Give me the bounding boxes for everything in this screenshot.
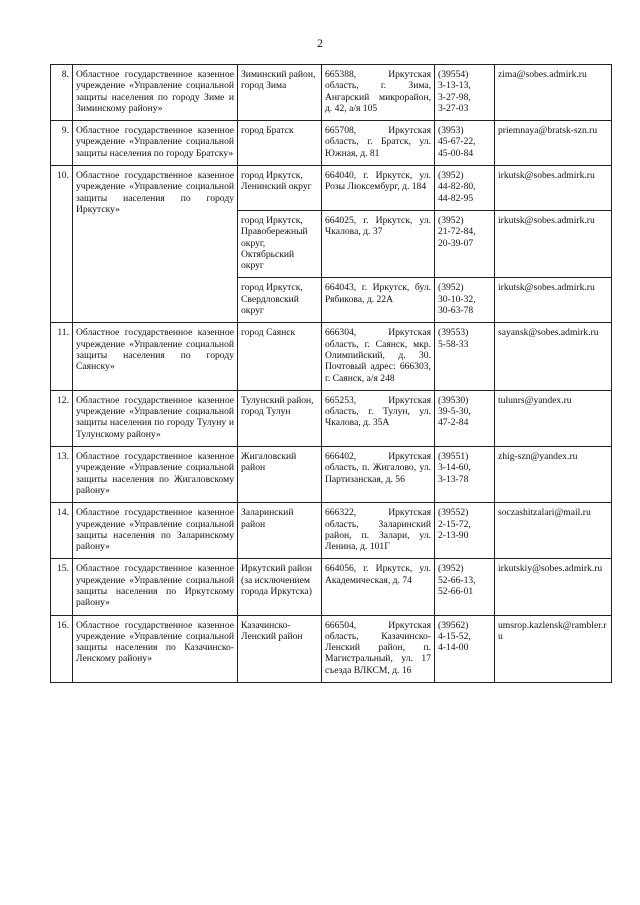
institution-name: Областное государственное казенное учреждение «Управление социальной защиты населения по Жигаловскому району» bbox=[73, 447, 238, 503]
phone-line: 30-10-32, bbox=[438, 293, 476, 305]
email-address: priemnaya@bratsk-szn.ru bbox=[495, 121, 612, 166]
phone-line: (39554) bbox=[438, 69, 469, 80]
row-number: 12. bbox=[51, 390, 73, 446]
table-row bbox=[51, 447, 612, 503]
service-territory: Тулунский район, город Тулун bbox=[238, 390, 322, 446]
table-row bbox=[51, 615, 612, 682]
phone-line: 21-72-84, bbox=[438, 226, 476, 238]
phone-line: (39553) bbox=[438, 327, 469, 339]
service-territory: город Саянск bbox=[238, 323, 322, 390]
table-row bbox=[51, 390, 612, 446]
phone-line: 45-67-22, bbox=[438, 136, 476, 148]
phone-line: (3953) bbox=[438, 125, 464, 137]
phone-line: 3-13-78 bbox=[438, 473, 469, 485]
phone-numbers bbox=[435, 323, 495, 390]
email-address: soczashitzalari@mail.ru bbox=[495, 503, 612, 559]
postal-address: 665708, Иркутская область, г. Братск, ул. Южная, д. 81 bbox=[322, 121, 435, 166]
phone-numbers bbox=[435, 121, 495, 166]
phone-line: 4-14-00 bbox=[438, 642, 469, 654]
row-number: 13. bbox=[51, 447, 73, 503]
postal-address: 664025, г. Иркутск, ул. Чкалова, д. 37 bbox=[322, 210, 435, 277]
phone-numbers bbox=[435, 615, 495, 682]
phone-line: (3952) bbox=[438, 214, 464, 226]
service-territory: город Иркутск, Правобережный округ, Октябрьский округ bbox=[238, 210, 322, 277]
phone-line: 2-15-72, bbox=[438, 518, 471, 530]
postal-address: 666504, Иркутская область, Казачинско-Ленский район, п. Магистральный, ул. 17 съезда ВЛКСМ, д. 16 bbox=[322, 615, 435, 682]
row-number: 14. bbox=[51, 503, 73, 559]
row-number: 15. bbox=[51, 559, 73, 615]
postal-address: 664043, г. Иркутск, бул. Рябикова, д. 22А bbox=[322, 278, 435, 323]
postal-address: 665388, Иркутская область, г. Зима, Ангарский микрорайон, д. 42, а/я 105 bbox=[322, 65, 435, 121]
institution-name: Областное государственное казенное учреждение «Управление социальной защиты населения по городу Зиме и Зиминскому району» bbox=[73, 65, 238, 121]
service-territory: Казачинско-Ленский район bbox=[238, 615, 322, 682]
email-address: zhig-szn@yandex.ru bbox=[495, 447, 612, 503]
phone-numbers bbox=[435, 559, 495, 615]
table-row bbox=[51, 503, 612, 559]
email-address: umsrop.kazlensk@rambler.ru bbox=[495, 615, 612, 682]
table-row bbox=[51, 121, 612, 166]
service-territory: Зиминский район, город Зима bbox=[238, 65, 322, 121]
phone-line: 44-82-80, bbox=[438, 181, 476, 193]
institution-name: Областное государственное казенное учреждение «Управление социальной защиты населения по городу Тулуну и Тулунскому району» bbox=[73, 390, 238, 446]
row-number: 9. bbox=[51, 121, 73, 166]
service-territory: Иркутский район (за исключением города Иркутска) bbox=[238, 559, 322, 615]
email-address: irkutsk@sobes.admirk.ru bbox=[495, 166, 612, 211]
phone-line: 47-2-84 bbox=[438, 417, 469, 429]
table-row bbox=[51, 323, 612, 390]
institution-name: Областное государственное казенное учреждение «Управление социальной защиты населения по городу Саянску» bbox=[73, 323, 238, 390]
phone-line: 30-63-78 bbox=[438, 305, 474, 317]
institution-name: Областное государственное казенное учреждение «Управление социальной защиты населения по Казачинско-Ленскому району» bbox=[73, 615, 238, 682]
phone-line: 3-27-98, bbox=[438, 91, 471, 103]
phone-line: 3-27-03 bbox=[438, 102, 469, 114]
phone-numbers bbox=[435, 390, 495, 446]
service-territory: Заларинский район bbox=[238, 503, 322, 559]
phone-line: 2-13-90 bbox=[438, 529, 469, 541]
institution-name: Областное государственное казенное учреждение «Управление социальной защиты населения по Иркутскому району» bbox=[73, 559, 238, 615]
page-number: 2 bbox=[317, 36, 323, 50]
postal-address: 666304, Иркутская область, г. Саянск, мкр. Олимпийский, д. 30. Почтовый адрес: 666303, г. Саянск, а/я 248 bbox=[322, 323, 435, 390]
email-address: irkutsk@sobes.admirk.ru bbox=[495, 210, 612, 277]
phone-line: (3952) bbox=[438, 282, 464, 294]
row-number: 11. bbox=[51, 323, 73, 390]
institution-name: Областное государственное казенное учреждение «Управление социальной защиты населения по городу Иркутску» bbox=[73, 166, 238, 323]
postal-address: 666402, Иркутская область, п. Жигалово, ул. Партизанская, д. 56 bbox=[322, 447, 435, 503]
phone-line: 4-15-52, bbox=[438, 630, 471, 642]
phone-line: 5-58-33 bbox=[438, 338, 469, 350]
row-number: 10. bbox=[51, 166, 73, 323]
phone-line: (3952) bbox=[438, 563, 464, 575]
institution-name: Областное государственное казенное учреждение «Управление социальной защиты населения по городу Братску» bbox=[73, 121, 238, 166]
service-territory: Жигаловский район bbox=[238, 447, 322, 503]
phone-line: 20-39-07 bbox=[438, 237, 474, 249]
phone-line: 45-00-84 bbox=[438, 147, 474, 159]
phone-line: (39552) bbox=[438, 507, 469, 519]
phone-line: (39530) bbox=[438, 394, 469, 406]
phone-numbers bbox=[435, 166, 495, 211]
phone-line: 3-13-13, bbox=[438, 80, 471, 92]
table-body bbox=[51, 65, 612, 683]
phone-line: (39551) bbox=[438, 451, 469, 463]
table-row bbox=[51, 166, 612, 211]
postal-address: 664040, г. Иркутск, ул. Розы Люксембург, д. 184 bbox=[322, 166, 435, 211]
row-number: 8. bbox=[51, 65, 73, 121]
postal-address: 665253, Иркутская область, г. Тулун, ул. Чкалова, д. 35А bbox=[322, 390, 435, 446]
postal-address: 664056, г. Иркутск, ул. Академическая, д. 74 bbox=[322, 559, 435, 615]
phone-line: 3-14-60, bbox=[438, 462, 471, 474]
phone-line: 52-66-01 bbox=[438, 585, 474, 597]
service-territory: город Иркутск, Свердловский округ bbox=[238, 278, 322, 323]
phone-numbers bbox=[435, 278, 495, 323]
postal-address: 666322, Иркутская область, Заларинский район, п. Залари, ул. Ленина, д. 101Г bbox=[322, 503, 435, 559]
phone-numbers bbox=[435, 65, 495, 121]
institution-name: Областное государственное казенное учреждение «Управление социальной защиты населения по Заларинскому району» bbox=[73, 503, 238, 559]
phone-line: 44-82-95 bbox=[438, 192, 474, 204]
phone-numbers bbox=[435, 503, 495, 559]
phone-line: (39562) bbox=[438, 619, 469, 631]
phone-numbers bbox=[435, 210, 495, 277]
row-number: 16. bbox=[51, 615, 73, 682]
phone-line: (3952) bbox=[438, 170, 464, 182]
service-territory: город Братск bbox=[238, 121, 322, 166]
service-territory: город Иркутск, Ленинский округ bbox=[238, 166, 322, 211]
email-address: tulunrs@yandex.ru bbox=[495, 390, 612, 446]
table-row bbox=[51, 559, 612, 615]
institutions-table bbox=[50, 64, 612, 683]
email-address: irkutskiy@sobes.admirk.ru bbox=[495, 559, 612, 615]
phone-line: 52-66-13, bbox=[438, 574, 476, 586]
phone-line: 39-5-30, bbox=[438, 406, 471, 418]
table-row bbox=[51, 65, 612, 121]
email-address: irkutsk@sobes.admirk.ru bbox=[495, 278, 612, 323]
email-address: sayansk@sobes.admirk.ru bbox=[495, 323, 612, 390]
email-address: zima@sobes.admirk.ru bbox=[495, 65, 612, 121]
phone-numbers bbox=[435, 447, 495, 503]
